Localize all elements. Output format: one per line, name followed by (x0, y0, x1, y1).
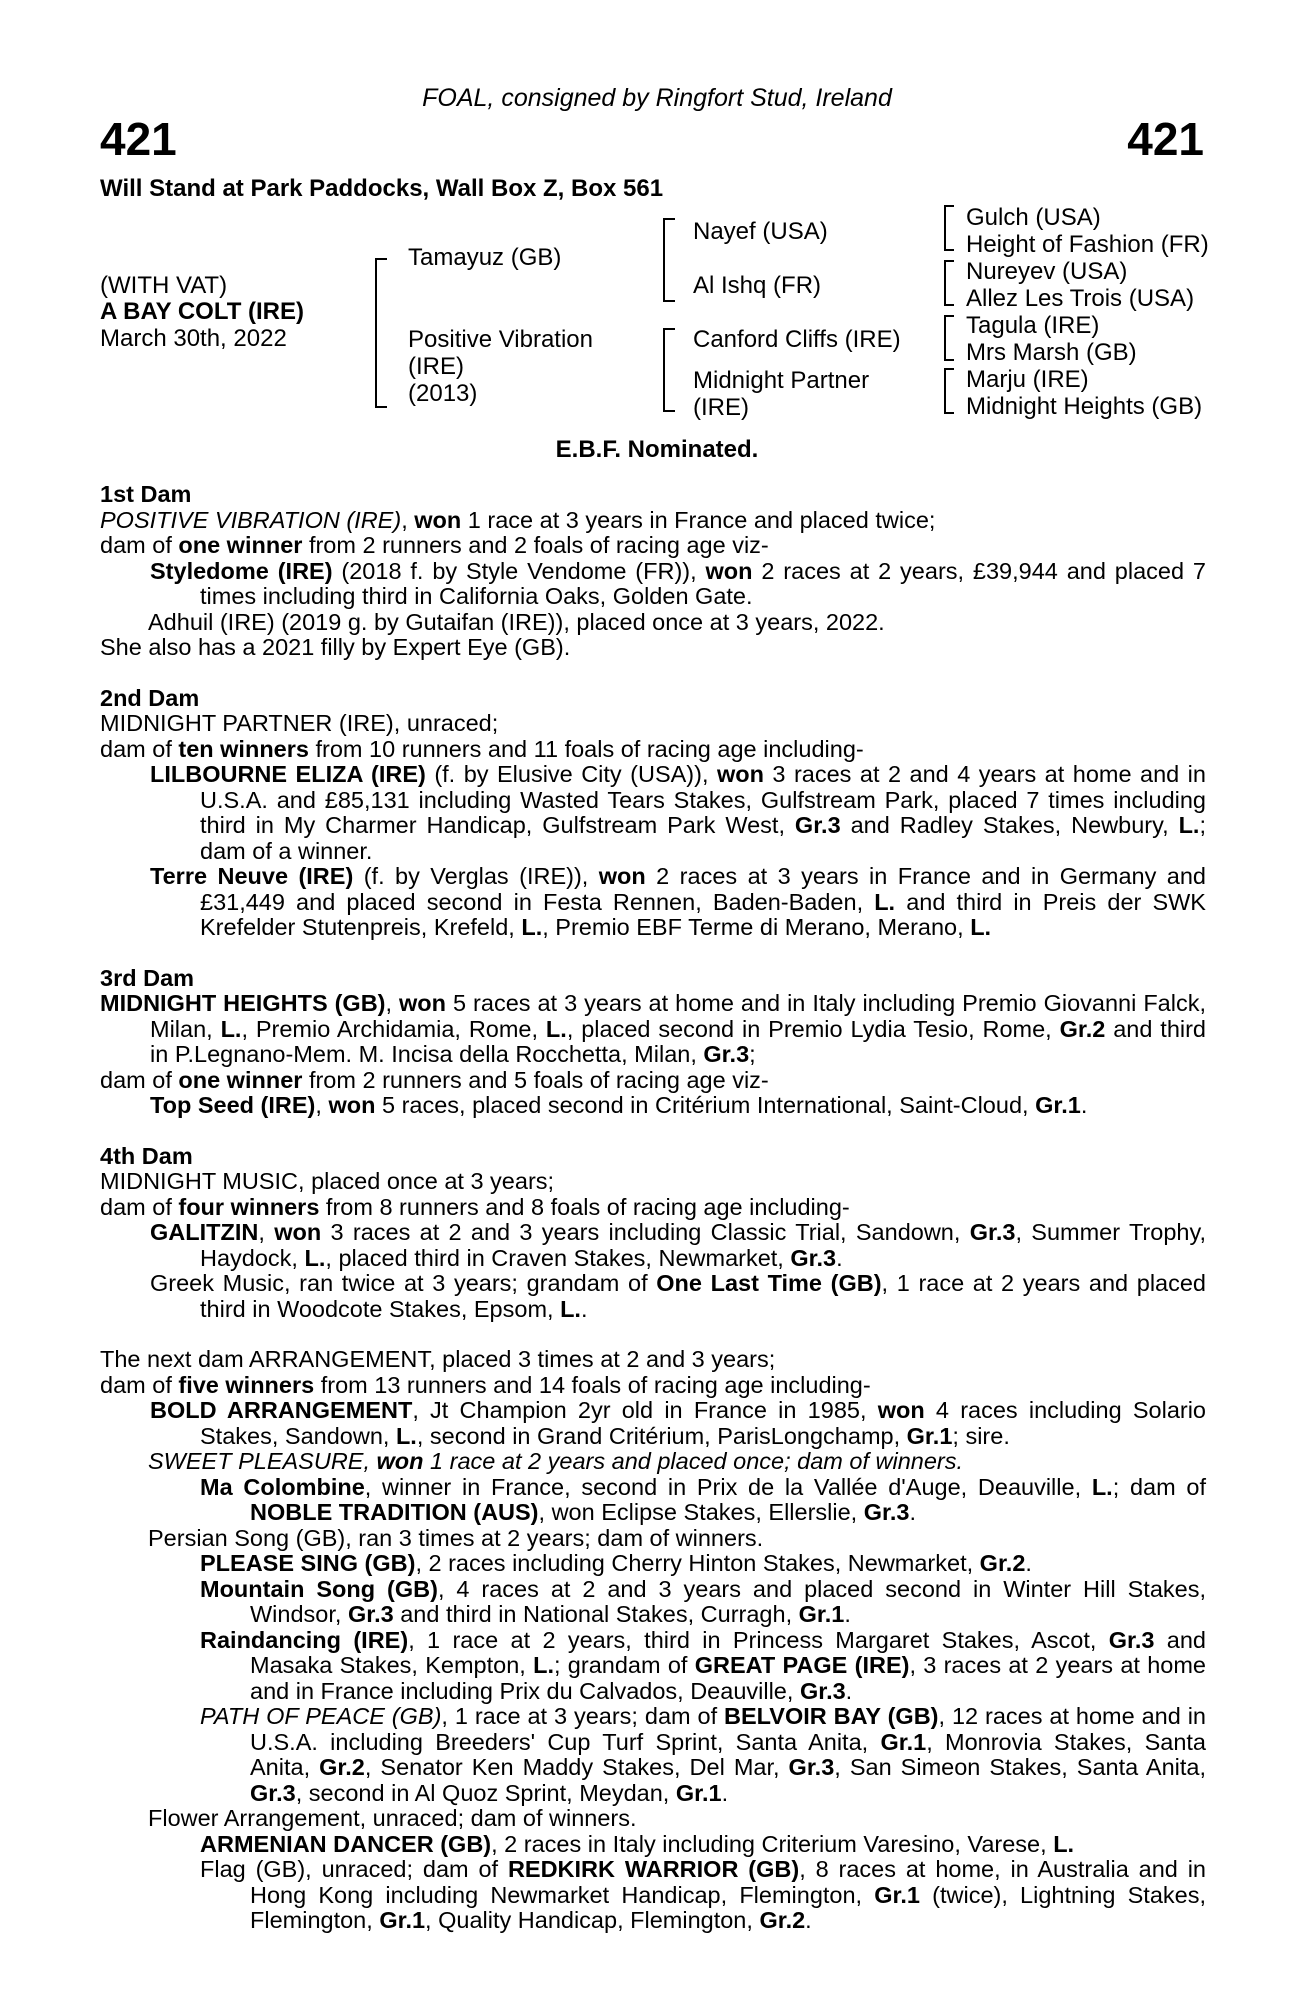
produce-entry: Raindancing (IRE), 1 race at 2 years, third in Princess Margaret Stakes, Ascot, Gr.3 and Masaka Stakes, Kempton, L.; grandam of GREAT PAGE (IRE), 3 races at 2 years at home and in France including Prix du Calvados, Deauville, Gr.3. (200, 1626, 1206, 1704)
produce-entry: Flag (GB), unraced; dam of REDKIRK WARRIOR (GB), 8 races at home, in Australia and in Hong Kong including Newmarket Handicap, Flemington, Gr.1 (twice), Lightning Stakes, Flemington, Gr.1, Quality Handicap, Flemington, Gr.2. (200, 1856, 1207, 1933)
pedigree-ssd: Height of Fashion (FR) (966, 231, 1209, 258)
pedigree-sire-dam: Al Ishq (FR) (693, 272, 822, 299)
pedigree-dsd: Mrs Marsh (GB) (966, 339, 1137, 366)
consignor-header: FOAL, consigned by Ringfort Stud, Ireland (422, 84, 892, 112)
stand-location: Will Stand at Park Paddocks, Wall Box Z, Box 561 (100, 175, 664, 202)
dam-line: dam of five winners from 13 runners and 14 foals of racing age including- (100, 1371, 871, 1398)
section-heading: 1st Dam (100, 481, 192, 507)
dam-line: The next dam ARRANGEMENT, placed 3 times at 2 and 3 years; (100, 1346, 776, 1372)
produce-entry: PLEASE SING (GB), 2 races including Cherry Hinton Stakes, Newmarket, Gr.2. (200, 1550, 1032, 1576)
produce-entry: Adhuil (IRE) (2019 g. by Gutaifan (IRE)), placed once at 3 years, 2022. (148, 608, 885, 635)
pedigree-dss: Tagula (IRE) (966, 312, 1100, 339)
produce-entry: SWEET PLEASURE, won 1 race at 2 years and placed once; dam of winners. (148, 1448, 964, 1474)
produce-entry: PATH OF PEACE (GB), 1 race at 3 years; dam of BELVOIR BAY (GB), 12 races at home and in U.S.A. including Breeders' Cup Turf Sprint, Santa Anita, Gr.1, Monrovia Stakes, Santa Anita, Gr.2, Senator Ken Maddy Stakes, Del Mar, Gr.3, San Simeon Stakes, Santa Anita, Gr.3, second in Al Quoz Sprint, Meydan, Gr.1. (200, 1703, 1206, 1806)
pedigree-brace-ss (944, 205, 954, 251)
produce-entry: BOLD ARRANGEMENT, Jt Champion 2yr old in France in 1985, won 4 races including Solario Stakes, Sandown, L., second in Grand Critérium, ParisLongchamp, Gr.1; sire. (150, 1397, 1207, 1449)
pedigree-dam-dam-line1: Midnight Partner (693, 367, 870, 394)
subject-name: A BAY COLT (IRE) (100, 298, 305, 325)
dam-line: POSITIVE VIBRATION (IRE), won 1 race at 3 years in France and placed twice; (100, 506, 936, 533)
catalogue-body (100, 482, 1206, 1934)
pedigree-brace-sd (944, 260, 954, 306)
pedigree-dds: Marju (IRE) (966, 366, 1089, 393)
pedigree-dam-line3: (2013) (408, 380, 478, 407)
produce-entry: GALITZIN, won 3 races at 2 and 3 years including Classic Trial, Sandown, Gr.3, Summer Trophy, Haydock, L., placed third in Craven Stakes, Newmarket, Gr.3. (150, 1219, 1207, 1271)
pedigree-dam-sire: Canford Cliffs (IRE) (693, 326, 901, 353)
pedigree-sss: Gulch (USA) (966, 204, 1101, 231)
dam-line: She also has a 2021 filly by Expert Eye (GB). (100, 634, 571, 660)
produce-entry: Flower Arrangement, unraced; dam of winners. (148, 1805, 637, 1831)
ebf-nomination: E.B.F. Nominated. (555, 436, 759, 463)
subject-dob: March 30th, 2022 (100, 325, 287, 352)
lot-number-right: 421 (1127, 113, 1204, 165)
dam-line: dam of one winner from 2 runners and 2 foals of racing age viz- (100, 532, 769, 558)
pedigree-brace-dam (663, 328, 675, 412)
section-heading: 3rd Dam (100, 964, 195, 991)
dam-line: dam of one winner from 2 runners and 5 foals of racing age viz- (100, 1066, 769, 1093)
produce-entry: Mountain Song (GB), 4 races at 2 and 3 years and placed second in Winter Hill Stakes, Windsor, Gr.3 and third in National Stakes, Curragh, Gr.1. (200, 1575, 1206, 1627)
produce-entry: Styledome (IRE) (2018 f. by Style Vendome (FR)), won 2 races at 2 years, £39,944 and placed 7 times including third in California Oaks, Golden Gate. (150, 557, 1207, 609)
dam-line: dam of four winners from 8 runners and 8 foals of racing age including- (100, 1193, 850, 1220)
lot-number-left: 421 (100, 113, 177, 165)
vat-note: (WITH VAT) (100, 272, 228, 299)
pedigree-sds: Nureyev (USA) (966, 258, 1128, 285)
pedigree-brace-main (375, 258, 387, 408)
dam-line: dam of ten winners from 10 runners and 11 foals of racing age including- (100, 735, 864, 762)
produce-entry: Ma Colombine, winner in France, second in Prix de la Vallée d'Auge, Deauville, L.; dam of NOBLE TRADITION (AUS), won Eclipse Stakes, Ellerslie, Gr.3. (200, 1473, 1206, 1525)
pedigree-brace-dd (944, 368, 954, 414)
pedigree-brace-sire (663, 218, 675, 302)
pedigree-dam-line1: Positive Vibration (408, 326, 593, 353)
pedigree-dam-line2: (IRE) (408, 353, 464, 380)
pedigree-brace-ds (944, 315, 954, 361)
pedigree-sdd: Allez Les Trois (USA) (966, 285, 1195, 312)
section-heading: 4th Dam (100, 1142, 193, 1169)
dam-line: MIDNIGHT MUSIC, placed once at 3 years; (100, 1168, 555, 1194)
produce-entry: ARMENIAN DANCER (GB), 2 races in Italy including Criterium Varesino, Varese, L. (200, 1830, 1075, 1857)
produce-entry: Top Seed (IRE), won 5 races, placed second in Critérium International, Saint-Cloud, Gr.1. (150, 1092, 1088, 1118)
pedigree-sire: Tamayuz (GB) (408, 244, 562, 271)
dam-line: MIDNIGHT HEIGHTS (GB), won 5 races at 3 years at home and in Italy including Premio Giovanni Falck, Milan, L., Premio Archidamia, Rome, L., placed second in Premio Lydia Tesio, Rome, Gr.2 and third in P.Legnano-Mem. M. Incisa della Rocchetta, Milan, Gr.3; (100, 990, 1207, 1067)
produce-entry: Persian Song (GB), ran 3 times at 2 years; dam of winners. (148, 1524, 764, 1551)
produce-entry: Terre Neuve (IRE) (f. by Verglas (IRE)), won 2 races at 3 years in France and in Germany and £31,449 and placed second in Festa Rennen, Baden-Baden, L. and third in Preis der SWK Krefelder Stutenpreis, Krefeld, L., Premio EBF Terme di Merano, Merano, L. (150, 863, 1206, 940)
produce-entry: LILBOURNE ELIZA (IRE) (f. by Elusive City (USA)), won 3 races at 2 and 4 years at home and in U.S.A. and £85,131 including Wasted Tears Stakes, Gulfstream Park, placed 7 times including third in My Charmer Handicap, Gulfstream Park West, Gr.3 and Radley Stakes, Newbury, L.; dam of a winner. (150, 761, 1206, 864)
pedigree-dam-dam-line2: (IRE) (693, 394, 749, 421)
section-heading: 2nd Dam (100, 684, 200, 711)
pedigree-ddd: Midnight Heights (GB) (966, 393, 1203, 420)
produce-entry: Greek Music, ran twice at 3 years; grandam of One Last Time (GB), 1 race at 2 years and placed third in Woodcote Stakes, Epsom, L.. (150, 1270, 1206, 1322)
dam-line: MIDNIGHT PARTNER (IRE), unraced; (100, 710, 499, 736)
pedigree-sire-sire: Nayef (USA) (693, 218, 828, 245)
